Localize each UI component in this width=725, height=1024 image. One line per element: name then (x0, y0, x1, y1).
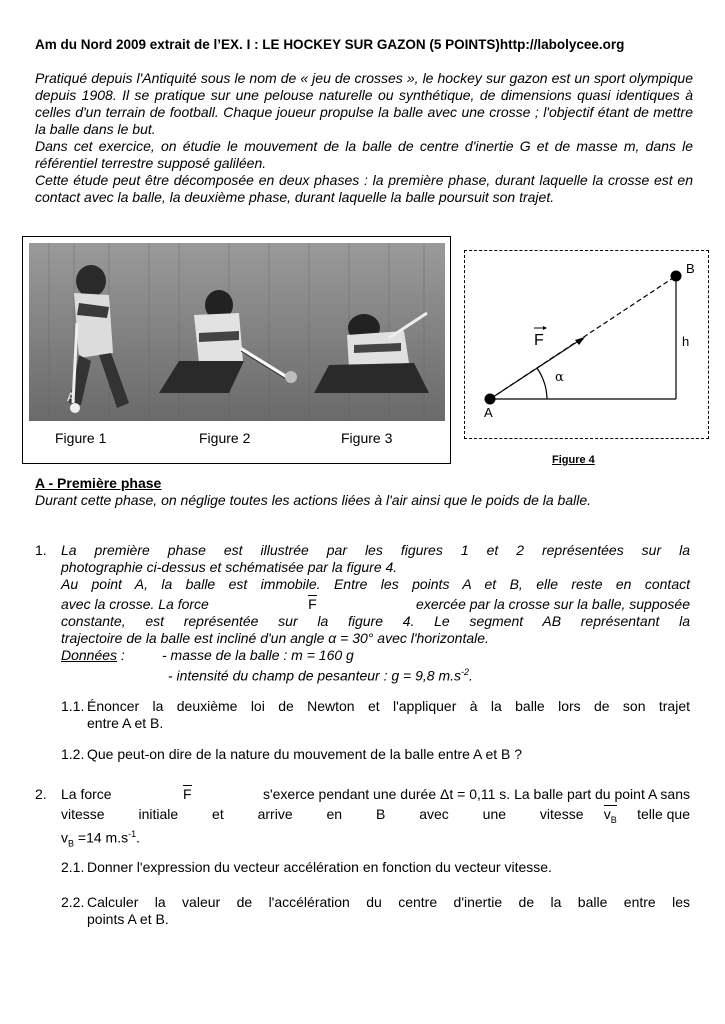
data-mass: - masse de la balle : m = 160 g (162, 647, 354, 663)
force-diagram-frame (464, 250, 709, 439)
intro-text (35, 70, 693, 206)
question-2-2-line-2: points A et B. (87, 911, 169, 927)
intro-paragraph-3: Cette étude peut être décomposée en deux phases : la première phase, durant laquelle la crosse est en contact avec la balle, la deuxième phase, durant laquelle la balle poursuit son trajet. (35, 172, 693, 205)
point-b-icon (671, 271, 682, 282)
question-2-2-number: 2.2. (61, 894, 85, 910)
hockey-photo-frame (22, 236, 451, 464)
force-arrowhead (575, 337, 585, 345)
question-2-2-line-1: Calculer la valeur de l'accélération du centre d'inertie de la balle entre les (87, 894, 690, 910)
question-1-2-text: Que peut-on dire de la nature du mouvement de la balle entre A et B ? (87, 746, 523, 762)
point-a-icon (485, 394, 496, 405)
question-2-line-3 (61, 826, 140, 852)
section-text: Durant cette phase, on néglige toutes les actions liées à l'air ainsi que le poids de la balle. (35, 492, 592, 508)
question-1-1-line-2: entre A et B. (87, 715, 164, 731)
label-h: h (682, 334, 690, 349)
vb-symbol: v (603, 806, 611, 822)
question-2-line-1b: s'exerce pendant une durée Δt = 0,11 s. La balle part du point A sans (262, 786, 690, 802)
label-b: B (686, 261, 695, 276)
data-gravity-end: . (469, 667, 473, 684)
figure-4-label: Figure 4 (552, 454, 595, 466)
question-1-line-4 (61, 596, 690, 613)
question-2-line-2b: telle que (637, 806, 690, 822)
intro-paragraph-1: Pratiqué depuis l'Antiquité sous le nom de « jeu de crosses », le hockey sur gazon est un sport olympique depuis 1908. Il se pratique sur une pelouse naturelle ou synthétique, de dimensions quasi identiques à celles d'un terrain de football. Chaque joueur propulse la balle avec une crosse ; l'objectif étant de mettre la balle dans le but. (35, 70, 693, 137)
vb-subscript: B (610, 814, 617, 825)
vb-value-subscript: B (68, 838, 75, 849)
figure-1-label: Figure 1 (55, 430, 107, 446)
document-header: Am du Nord 2009 extrait de l’EX. I : LE HOCKEY SUR GAZON (5 POINTS)http://labolycee.org (35, 37, 625, 52)
donnees-label: Données (61, 647, 118, 663)
angle-arc (537, 368, 547, 399)
question-2-number: 2. (35, 786, 47, 802)
question-2-line-1a: La force (61, 786, 112, 802)
label-alpha: α (555, 370, 564, 385)
question-1-2-number: 1.2. (61, 746, 85, 762)
figure-2-label: Figure 2 (199, 430, 251, 446)
donnees-block (61, 647, 125, 664)
label-a: A (484, 405, 493, 420)
intro-paragraph-2: Dans cet exercice, on étudie le mouvement de la balle de centre d'inertie G et de masse m, dans le référentiel terrestre supposé galiléen. (35, 138, 693, 171)
question-1-line-3: Au point A, la balle est immobile. Entre les points A et B, elle reste en contact (61, 576, 690, 592)
data-gravity (168, 664, 473, 685)
force-symbol: F (308, 596, 317, 612)
force-symbol-2: F (183, 786, 192, 802)
vb-value: =14 m.s (74, 829, 129, 846)
question-1-1-number: 1.1. (61, 698, 85, 714)
question-2-1-text: Donner l'expression du vecteur accélération en fonction du vecteur vitesse. (87, 859, 552, 875)
question-1-1-line-1: Énoncer la deuxième loi de Newton et l'appliquer à la balle lors de son trajet (87, 698, 690, 714)
label-f: F (534, 332, 544, 349)
question-1-line-6: trajectoire de la balle est incliné d'un angle α = 30° avec l'horizontale. (61, 630, 489, 646)
velocity-vector-vb (604, 806, 617, 829)
data-gravity-exp: -2 (461, 667, 470, 677)
question-1-line-5: constante, est représentée sur la figure 4. Le segment AB représentant la (61, 613, 690, 629)
question-2-line-2a: vitesse initiale et arrive en B avec une vitesse (61, 806, 584, 822)
vb-value-symbol: v (61, 829, 68, 846)
hockey-photo-image (29, 243, 445, 421)
vb-value-end: . (136, 829, 141, 846)
photo-label-a: A (67, 390, 76, 404)
data-gravity-text: - intensité du champ de pesanteur : g = 9,8 m.s (168, 667, 462, 684)
section-title: A - Première phase (35, 475, 162, 491)
question-1-line-2: photographie ci-dessus et schématisée par la figure 4. (61, 559, 398, 575)
hockey-photo (29, 243, 445, 421)
question-1-line-4b: exercée par la crosse sur la balle, supposée (416, 596, 690, 612)
question-1-line-4a: avec la crosse. La force (61, 596, 209, 612)
donnees-colon: : (117, 647, 125, 663)
question-2-line-1 (61, 786, 690, 803)
question-2-1-number: 2.1. (61, 859, 85, 875)
question-2-line-2 (61, 806, 690, 829)
vb-value-exp: -1 (128, 829, 137, 839)
force-diagram (465, 251, 708, 438)
figure-3-label: Figure 3 (341, 430, 393, 446)
question-1-line-1: La première phase est illustrée par les figures 1 et 2 représentées sur la (61, 542, 690, 558)
question-1-number: 1. (35, 542, 47, 558)
